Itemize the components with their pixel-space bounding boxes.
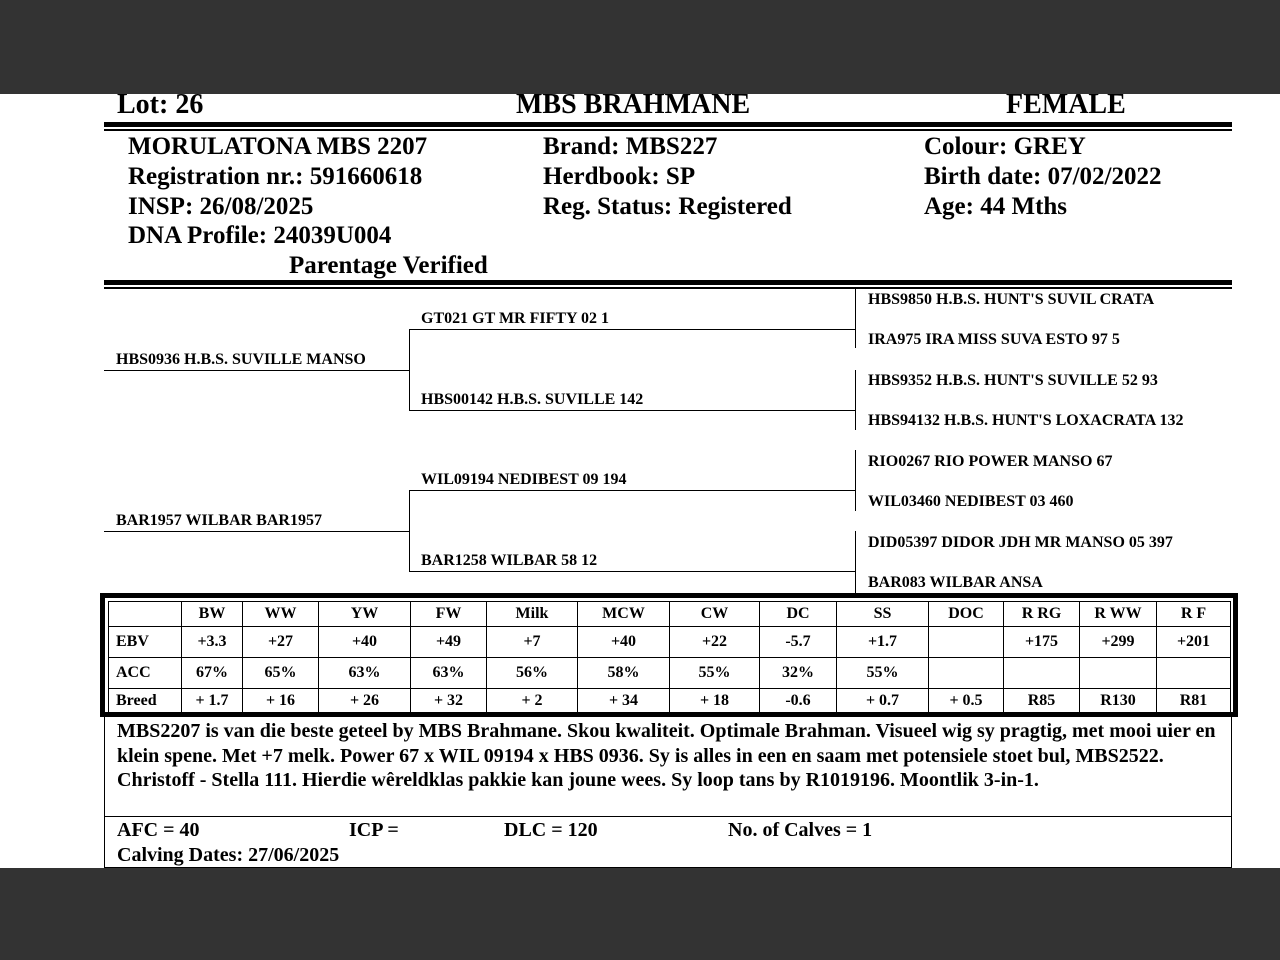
dlc-value: DLC = 120 [504,819,598,841]
table-cell: + 0.5 [929,689,1004,714]
table-cell: 56% [487,658,578,689]
table-cell: R85 [1004,689,1080,714]
herdbook: Herdbook: SP [543,163,696,190]
age: Age: 44 Mths [924,193,1068,220]
sire-bracket [409,330,410,411]
table-cell: + 0.7 [837,689,929,714]
dam-sire-line [409,490,855,491]
bottom-dark-band [0,868,1280,960]
col-header: DC [760,602,837,627]
sd-bracket [855,370,856,430]
pedigree-sire-dam: HBS00142 H.B.S. SUVILLE 142 [421,391,644,408]
pedigree-ggp-4: HBS94132 H.B.S. HUNT'S LOXACRATA 132 [868,412,1184,429]
dna-profile: DNA Profile: 24039U004 [128,222,392,249]
pedigree-dam-dam: BAR1258 WILBAR 58 12 [421,552,598,569]
col-header: R F [1157,602,1231,627]
table-cell [929,627,1004,658]
table-cell: 67% [182,658,243,689]
registration-number: Registration nr.: 591660618 [128,163,423,190]
dd-bracket [855,531,856,593]
header-rule-thin [104,129,1232,131]
dam-dam-line [409,571,855,572]
ss-bracket [855,289,856,348]
table-cell: +40 [319,627,411,658]
pedigree-sire: HBS0936 H.B.S. SUVILLE MANSO [116,351,366,368]
pedigree-ggp-3: HBS9352 H.B.S. HUNT'S SUVILLE 52 93 [868,372,1158,389]
header-rule-thick [104,122,1232,127]
dam-bracket [409,491,410,572]
col-header: SS [837,602,929,627]
col-header: BW [182,602,243,627]
table-cell: + 18 [670,689,760,714]
pedigree-ggp-6: WIL03460 NEDIBEST 03 460 [868,493,1074,510]
table-cell: + 1.7 [182,689,243,714]
icp-value: ICP = [349,819,399,841]
registration-status: Reg. Status: Registered [543,193,792,220]
comments-text: MBS2207 is van die beste geteel by MBS Brahmane. Skou kwaliteit. Optimale Brahman. Visueel wig sy pragtig, met mooi uier en klein spene. Met +7 melk. Power 67 x WIL 09194 x HBS 0936. Sy is alles in een en saam met potensiele stoet bul, MBS2522. Christoff - Stella 111. Hierdie wêreldklas pakkie kan joune wees. Sy loop tans by R1019196. Moontlik 3-in-1. [117,720,1216,791]
table-cell: +27 [243,627,319,658]
pedigree-dam-sire: WIL09194 NEDIBEST 09 194 [421,471,627,488]
dam-line [104,531,409,532]
pedigree-ggp-2: IRA975 IRA MISS SUVA ESTO 97 5 [868,331,1120,348]
table-cell: 55% [837,658,929,689]
row-label: EBV [109,627,182,658]
parentage-status: Parentage Verified [289,252,488,279]
top-dark-band [0,0,1280,94]
col-header: R RG [1004,602,1080,627]
acc-row [109,658,1231,689]
calving-dates: Calving Dates: 27/06/2025 [117,844,340,866]
col-header: DOC [929,602,1004,627]
pedigree-ggp-1: HBS9850 H.B.S. HUNT'S SUVIL CRATA [868,291,1155,308]
table-cell: +299 [1080,627,1157,658]
birth-date: Birth date: 07/02/2022 [924,163,1162,190]
table-cell: +40 [578,627,670,658]
pedigree-ggp-8: BAR083 WILBAR ANSA [868,574,1043,591]
pedigree-sire-sire: GT021 GT MR FIFTY 02 1 [421,310,610,327]
ebv-corner-cell [109,602,182,627]
breeder-name: MBS BRAHMANE [516,89,751,120]
table-cell: + 16 [243,689,319,714]
table-cell: 58% [578,658,670,689]
col-header: FW [411,602,487,627]
sire-sire-line [409,329,855,330]
pedigree-ggp-5: RIO0267 RIO POWER MANSO 67 [868,453,1113,470]
ebv-header-row [109,602,1231,627]
table-cell: 63% [319,658,411,689]
pedigree-ggp-7: DID05397 DIDOR JDH MR MANSO 05 397 [868,534,1173,551]
col-header: CW [670,602,760,627]
row-label: ACC [109,658,182,689]
col-header: WW [243,602,319,627]
table-cell: 65% [243,658,319,689]
table-cell: + 34 [578,689,670,714]
insp-date: INSP: 26/08/2025 [128,193,314,220]
table-cell [1004,658,1080,689]
sex-label: FEMALE [1006,89,1126,120]
table-cell [1080,658,1157,689]
sire-line [104,370,409,371]
table-cell: +1.7 [837,627,929,658]
table-cell: 63% [411,658,487,689]
table-cell: -0.6 [760,689,837,714]
table-cell: -5.7 [760,627,837,658]
table-cell [1157,658,1231,689]
table-cell: + 32 [411,689,487,714]
col-header: YW [319,602,411,627]
col-header: Milk [487,602,578,627]
footer-box [104,816,1232,868]
table-cell: +7 [487,627,578,658]
table-cell: + 2 [487,689,578,714]
comments-box [104,717,1232,817]
ds-bracket [855,450,856,511]
table-cell: +3.3 [182,627,243,658]
row-label: Breed [109,689,182,714]
table-cell: R81 [1157,689,1231,714]
details-rule-thin [104,287,1232,289]
animal-name: MORULATONA MBS 2207 [128,133,428,160]
col-header: MCW [578,602,670,627]
brand: Brand: MBS227 [543,133,718,160]
colour: Colour: GREY [924,133,1086,160]
table-cell: R130 [1080,689,1157,714]
table-cell [929,658,1004,689]
table-cell: +49 [411,627,487,658]
pedigree-dam: BAR1957 WILBAR BAR1957 [116,512,322,529]
table-cell: 32% [760,658,837,689]
ebv-row [109,627,1231,658]
lot-label: Lot: 26 [117,89,204,120]
col-header: R WW [1080,602,1157,627]
table-cell: 55% [670,658,760,689]
table-cell: +175 [1004,627,1080,658]
afc-value: AFC = 40 [117,819,200,841]
sire-dam-line [409,410,855,411]
calves-count: No. of Calves = 1 [728,819,873,841]
table-cell: + 26 [319,689,411,714]
table-cell: +201 [1157,627,1231,658]
breed-row [109,689,1231,714]
details-rule-thick [104,280,1232,285]
table-cell: +22 [670,627,760,658]
ebv-table [108,601,1231,714]
